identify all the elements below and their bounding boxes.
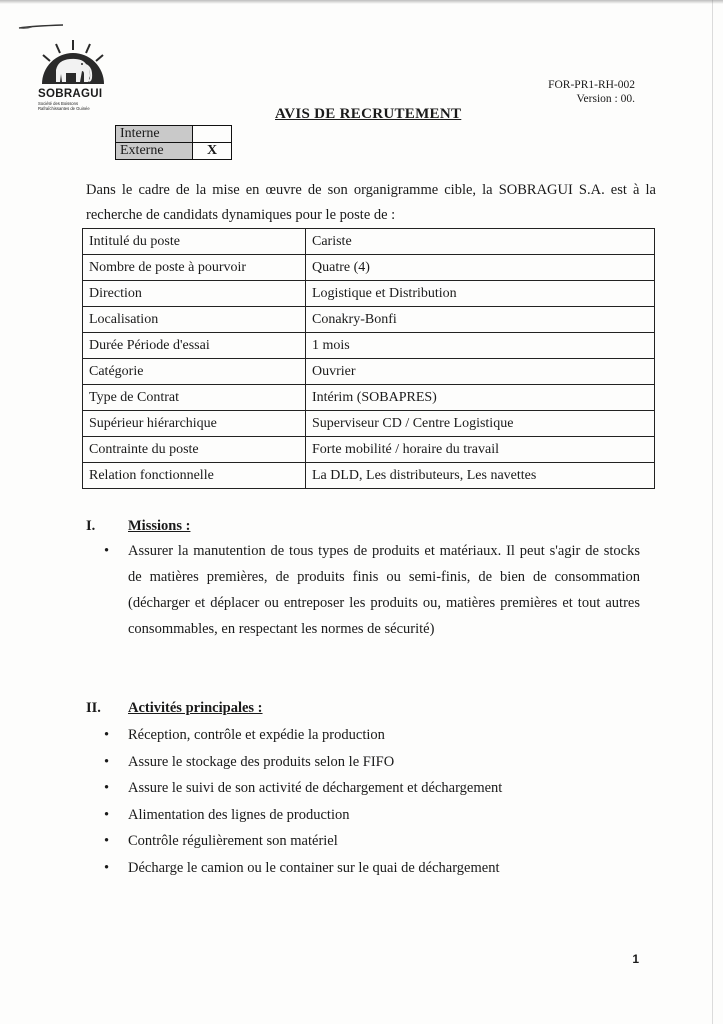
logo-name: SOBRAGUI bbox=[38, 88, 103, 100]
section-number: I. bbox=[86, 518, 96, 534]
document-code: FOR-PR1-RH-002 bbox=[548, 79, 635, 91]
intro-paragraph: Dans le cadre de la mise en œuvre de son organigramme cible, la SOBRAGUI S.A. est à la recherche de candidats dynamiques pour le poste de : bbox=[86, 182, 656, 223]
section-title: Activités principales : bbox=[128, 700, 263, 716]
detail-value: Ouvrier bbox=[306, 359, 655, 385]
detail-label: Nombre de poste à pourvoir bbox=[83, 255, 306, 281]
table-row bbox=[83, 463, 655, 489]
detail-value: La DLD, Les distributeurs, Les navettes bbox=[306, 463, 655, 489]
table-row bbox=[83, 281, 655, 307]
section-heading-missions bbox=[86, 518, 190, 535]
table-row bbox=[116, 126, 232, 143]
detail-value: Superviseur CD / Centre Logistique bbox=[306, 411, 655, 437]
type-label-external: Externe bbox=[116, 143, 193, 160]
page-number: 1 bbox=[632, 952, 639, 966]
table-row bbox=[83, 385, 655, 411]
table-row bbox=[83, 359, 655, 385]
pen-mark bbox=[18, 24, 64, 30]
document-reference bbox=[548, 78, 635, 106]
detail-value: Conakry-Bonfi bbox=[306, 307, 655, 333]
detail-label: Localisation bbox=[83, 307, 306, 333]
list-item: • Décharge le camion ou le container sur le quai de déchargement bbox=[100, 855, 640, 882]
list-item: • Assure le stockage des produits selon le FIFO bbox=[100, 749, 640, 776]
document-title: AVIS DE RECRUTEMENT bbox=[275, 106, 462, 122]
type-label-internal: Interne bbox=[116, 126, 193, 143]
table-row bbox=[83, 255, 655, 281]
job-details-table bbox=[82, 228, 655, 489]
table-row bbox=[116, 143, 232, 160]
detail-label: Intitulé du poste bbox=[83, 229, 306, 255]
section-title: Missions : bbox=[128, 518, 191, 534]
detail-label: Relation fonctionnelle bbox=[83, 463, 306, 489]
detail-label: Type de Contrat bbox=[83, 385, 306, 411]
detail-value: Intérim (SOBAPRES) bbox=[306, 385, 655, 411]
type-mark-internal bbox=[193, 126, 232, 143]
type-mark-external: X bbox=[193, 143, 232, 160]
list-item: • Assurer la manutention de tous types de produits et matériaux. Il peut s'agir de stocks de matières premières, de produits finis ou semi-finis, de bien de consommation (décharger et déplacer ou entreposer les produits ou, matières premières et tout autres consommables, en respectant les normes de sécurité) bbox=[100, 538, 640, 642]
list-item: • Alimentation des lignes de production bbox=[100, 802, 640, 829]
table-row bbox=[83, 437, 655, 463]
detail-label: Direction bbox=[83, 281, 306, 307]
recruitment-type-table bbox=[115, 125, 232, 160]
company-logo bbox=[34, 38, 130, 114]
detail-value: Quatre (4) bbox=[306, 255, 655, 281]
detail-value: Logistique et Distribution bbox=[306, 281, 655, 307]
detail-label: Durée Période d'essai bbox=[83, 333, 306, 359]
document-version: Version : 00. bbox=[576, 93, 635, 105]
missions-list bbox=[100, 538, 640, 642]
activities-list bbox=[100, 722, 640, 881]
detail-value: 1 mois bbox=[306, 333, 655, 359]
table-row bbox=[83, 307, 655, 333]
logo-subtitle: Société des Boissons Rafraîchissantes de Guinée bbox=[38, 101, 90, 111]
table-row bbox=[83, 333, 655, 359]
scan-edge bbox=[0, 0, 723, 4]
list-item: • Réception, contrôle et expédie la production bbox=[100, 722, 640, 749]
list-item: • Assure le suivi de son activité de déchargement et déchargement bbox=[100, 775, 640, 802]
section-heading-activities bbox=[86, 700, 263, 717]
table-row bbox=[83, 411, 655, 437]
scan-fold-line bbox=[712, 0, 713, 1024]
section-number: II. bbox=[86, 700, 101, 716]
detail-label: Catégorie bbox=[83, 359, 306, 385]
detail-label: Contrainte du poste bbox=[83, 437, 306, 463]
elephant-sun-icon bbox=[38, 38, 108, 88]
list-item: • Contrôle régulièrement son matériel bbox=[100, 828, 640, 855]
detail-value: Cariste bbox=[306, 229, 655, 255]
detail-label: Supérieur hiérarchique bbox=[83, 411, 306, 437]
detail-value: Forte mobilité / horaire du travail bbox=[306, 437, 655, 463]
table-row bbox=[83, 229, 655, 255]
